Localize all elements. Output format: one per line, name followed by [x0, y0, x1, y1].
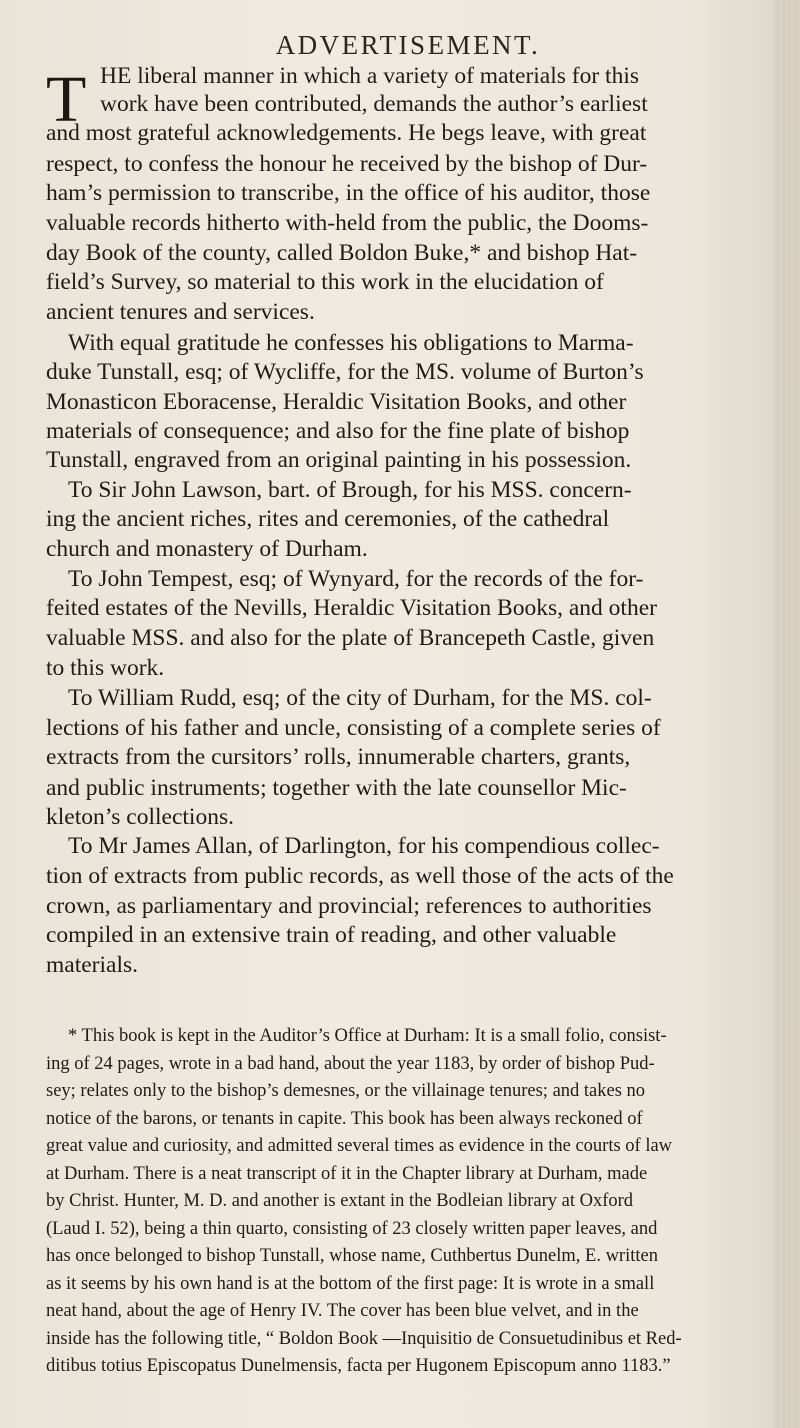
- body-line: To Sir John Lawson, bart. of Brough, for his MSS. concern-: [68, 477, 632, 503]
- footnote-line: great value and curiosity, and admitted several times as evidence in the courts of law: [46, 1136, 673, 1156]
- footnote-line: ing of 24 pages, wrote in a bad hand, about the year 1183, by order of bishop Pud-: [46, 1053, 655, 1074]
- body-line: tion of extracts from public records, as well those of the acts of the: [46, 863, 674, 889]
- body-line: Tunstall, engraved from an original painting in his possession.: [46, 447, 632, 473]
- body-line: valuable MSS. and also for the plate of Brancepeth Castle, given: [46, 625, 655, 651]
- body-line: respect, to confess the honour he received by the bishop of Dur-: [46, 151, 648, 177]
- footnote-line: (Laud I. 52), being a thin quarto, consisting of 23 closely written paper leaves, and: [46, 1218, 658, 1239]
- body-line: crown, as parliamentary and provincial; references to authorities: [46, 893, 652, 919]
- footnote-line: has once belonged to bishop Tunstall, whose name, Cuthbertus Dunelm, E. written: [46, 1246, 658, 1266]
- body-line: feited estates of the Nevills, Heraldic Visitation Books, and other: [46, 595, 657, 621]
- body-line: compiled in an extensive train of reading, and other valuable: [46, 922, 617, 948]
- body-line: lections of his father and uncle, consisting of a complete series of: [46, 715, 661, 741]
- footnote-line: inside has the following title, “ Boldon Book —Inquisitio de Consuetudinibus et Red-: [46, 1328, 682, 1349]
- body-line: ancient tenures and services.: [46, 299, 315, 325]
- footnote-line: neat hand, about the age of Henry IV. The cover has been blue velvet, and in the: [46, 1301, 639, 1321]
- body-line: and public instruments; together with the late counsellor Mic-: [46, 775, 627, 801]
- body-line: ham’s permission to transcribe, in the office of his auditor, those: [46, 180, 651, 206]
- footnote-line: by Christ. Hunter, M. D. and another is extant in the Bodleian library at Oxford: [46, 1191, 634, 1211]
- body-line: To John Tempest, esq; of Wynyard, for the records of the for-: [68, 566, 644, 592]
- body-line: and most grateful acknowledgements. He begs leave, with great: [46, 120, 647, 146]
- footnote-line: sey; relates only to the bishop’s demesnes, or the villainage tenures; and takes no: [46, 1081, 646, 1101]
- body-line: church and monastery of Durham.: [46, 536, 368, 562]
- body-line: To William Rudd, esq; of the city of Durham, for the MS. col-: [68, 685, 652, 711]
- body-line: to this work.: [46, 655, 165, 681]
- page-heading: ADVERTISEMENT.: [275, 30, 541, 60]
- body-line: valuable records hitherto with-held from the public, the Dooms-: [46, 210, 649, 236]
- body-line: field’s Survey, so material to this work in the elucidation of: [46, 269, 604, 295]
- drop-cap: T: [46, 63, 87, 136]
- body-line: materials of consequence; and also for the fine plate of bishop: [46, 418, 630, 444]
- body-line: kleton’s collections.: [46, 804, 234, 830]
- body-line: materials.: [46, 952, 139, 978]
- footnote-line: * This book is kept in the Auditor’s Office at Durham: It is a small folio, consist-: [68, 1026, 667, 1046]
- footnote-line: notice of the barons, or tenants in capite. This book has been always reckoned of: [46, 1108, 643, 1129]
- footnote-line: ditibus totius Episcopatus Dunelmensis, facta per Hugonem Episcopum anno 1183.”: [46, 1356, 671, 1376]
- footnote-line: as it seems by his own hand is at the bottom of the first page: It is wrote in a small: [46, 1273, 655, 1294]
- body-line: ing the ancient riches, rites and ceremonies, of the cathedral: [46, 506, 610, 532]
- footnote-line: at Durham. There is a neat transcript of it in the Chapter library at Durham, made: [46, 1163, 648, 1184]
- body-line: extracts from the cursitors’ rolls, innumerable charters, grants,: [46, 744, 631, 770]
- body-line: day Book of the county, called Boldon Buke,* and bishop Hat-: [46, 240, 638, 266]
- body-line: HE liberal manner in which a variety of materials for this: [100, 63, 640, 89]
- body-line: With equal gratitude he confesses his obligations to Marma-: [68, 330, 634, 356]
- body-line: work have been contributed, demands the author’s earliest: [100, 91, 648, 117]
- body-line: duke Tunstall, esq; of Wycliffe, for the MS. volume of Burton’s: [46, 359, 644, 385]
- body-line: Monasticon Eboracense, Heraldic Visitation Books, and other: [46, 389, 627, 415]
- body-line: To Mr James Allan, of Darlington, for his compendious collec-: [68, 833, 660, 859]
